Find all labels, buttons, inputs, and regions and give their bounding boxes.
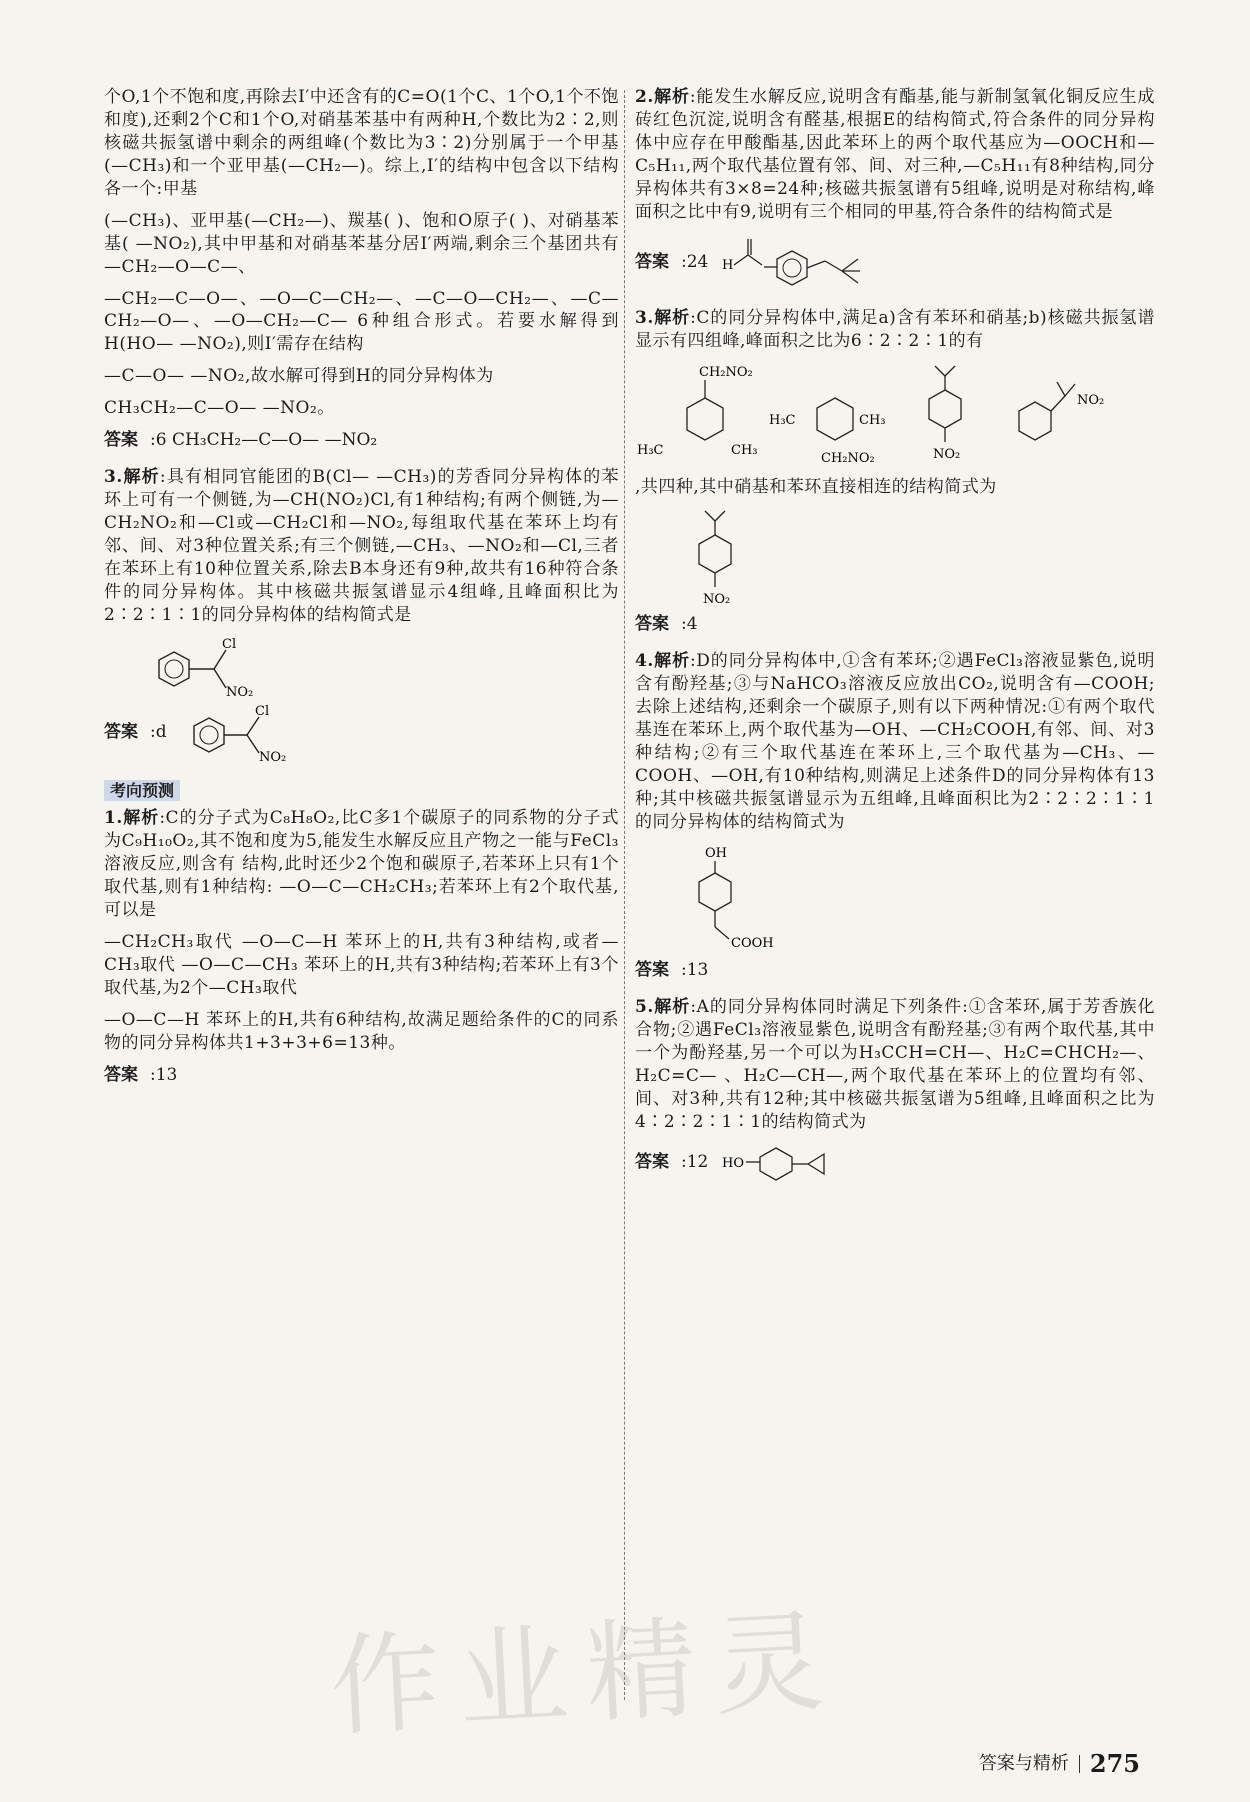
question-number: 3.	[635, 307, 654, 328]
answer-label: 答案	[104, 430, 138, 451]
isopropyl-nitrobenzene-structure	[665, 507, 785, 607]
question-number: 2.	[635, 87, 654, 107]
answer-label: 答案	[104, 722, 138, 743]
h-label: H	[722, 257, 734, 273]
no2-label: NO₂	[933, 446, 961, 462]
page-footer	[979, 1748, 1140, 1780]
answer-block-12	[635, 1142, 1155, 1182]
analysis-label: 解析	[122, 467, 160, 488]
question-number: 1.	[104, 808, 123, 829]
chloro-nitro-benzyl-structure	[134, 636, 294, 698]
question-5-text: :A的同分异构体同时满足下列条件:①含苯环,属于芳香族化合物;②遇FeCl₃溶液显紫色,说明含有酚羟基;③有两个取代基,其中一个为酚羟基,另一个可以为H₃CCH=CH—、H₂C=CHCH₂—、H₂C=C— 、H₂C—CH—,两个取代基在苯环上的位置均有邻、间、对3种,共有12种;其中核磁共振氢谱为5组峰,且峰面积之比为4∶2∶2∶1∶1的结构简式为	[635, 996, 1156, 1132]
question-5-analysis	[635, 996, 1155, 1134]
intro-paragraph-4: —C—O— —NO₂,故水解可得到H的同分异构体为	[104, 366, 494, 387]
answer-block-13-right	[635, 959, 1155, 982]
answer-block-4	[635, 613, 1155, 636]
answer-block-24	[635, 233, 1155, 293]
cl-label: Cl	[222, 636, 237, 652]
ch3-label: CH₃	[859, 412, 886, 428]
answer-label: 答案	[635, 959, 669, 980]
answer-text: :6 CH₃CH₂—C—O— —NO₂	[150, 430, 378, 451]
answer-block-6	[104, 429, 619, 452]
page-number: 275	[1089, 1749, 1140, 1778]
question-2-analysis	[635, 86, 1155, 224]
oh-label: OH	[705, 845, 727, 861]
cooh-label: COOH	[731, 935, 774, 951]
intro-paragraph-2: (—CH₃)、亚甲基(—CH₂—)、羰基( )、饱和O原子( )、对硝基苯基( —NO₂),其中甲基和对硝基苯基分居I′两端,剩余三个基团共有 —CH₂—O—C—、	[104, 210, 619, 277]
analysis-label: 解析	[653, 87, 690, 107]
ho-label: HO	[722, 1156, 745, 1172]
answer-block-13-left	[104, 1064, 619, 1087]
h3c-label: H₃C	[637, 442, 664, 458]
answer-text: :24	[681, 252, 709, 273]
question-4-text: :D的同分异构体中,①含有苯环;②遇FeCl₃溶液显紫色,说明含有酚羟基;③与NaHCO₃溶液反应放出CO₂,说明含有—COOH;去除上述结构,还剩余一个碳原子,则有以下两种情况:①有两个取代基连在苯环上,两个取代基为—OH、—CH₂COOH,有邻、间、对3种结构;②有三个取代基连在苯环上,三个取代基为—CH₃、—COOH、—OH,有10种结构,则满足上述条件D的同分异构体有13种;其中核磁共振氢谱显示为五组峰,且峰面积比为2∶2∶2∶1∶1的同分异构体的结构简式为	[635, 651, 1156, 832]
answer-text: :d	[150, 722, 167, 743]
question-number: 5.	[635, 996, 654, 1017]
question-number: 4.	[635, 651, 654, 672]
analysis-label: 解析	[653, 307, 691, 328]
column-divider	[624, 90, 625, 1700]
question-2-text: :能发生水解反应,说明含有酯基,能与新制氢氧化铜反应生成砖红色沉淀,说明含有醛基,根据E的结构简式,符合条件的同分异构体中应存在甲酸酯基,因此苯环上的两个取代基应为—OOCH和—C₅H₁₁,两个取代基位置有邻、间、对三种,—C₅H₁₁有8种结构,同分异构体共有3×8=24种;核磁共振氢谱有5组峰,说明是对称结构,峰面积之比中有9,说明有三个相同的甲基,符合条件的结构简式是	[635, 87, 1155, 222]
prediction-1-analysis	[104, 807, 619, 922]
no2-label: NO₂	[258, 749, 286, 762]
question-number: 3.	[104, 467, 123, 488]
no2-label: NO₂	[226, 684, 254, 698]
watermark: 作业精灵	[326, 1596, 845, 1752]
ch3-label: CH₃	[731, 442, 758, 458]
footer-section-label: 答案与精析	[978, 1753, 1069, 1775]
cl-label: Cl	[254, 703, 269, 719]
prediction-1-text-a: :C的分子式为C₈H₈O₂,比C多1个碳原子的同系物的分子式为C₉H₁₀O₂,其不饱和度为5,能发生水解反应且产物之一能与FeCl₃溶液反应,则含有 结构,此时还少2个饱和碳原子,若苯环上只有1个取代基,则有1种结构: —O—C—CH₂CH₃;若苯环上有2个取代基,可以是	[104, 808, 619, 921]
formate-ester-structure	[720, 233, 910, 293]
question-3-right-analysis	[635, 307, 1155, 353]
answer-label: 答案	[104, 1064, 138, 1085]
intro-paragraph-3: —CH₂—C—O—、—O—C—CH₂—、—C—O—CH₂—、—C—CH₂—O—、—O—CH₂—C— 6种组合形式。若要水解得到H(HO— —NO₂),则I′需存在结构	[104, 288, 619, 355]
answer-label: 答案	[635, 614, 669, 635]
answer-block-d	[104, 704, 619, 762]
question-4-analysis	[635, 650, 1155, 834]
answer-label: 答案	[635, 1151, 669, 1172]
question-3-text: :具有相同官能团的B(Cl— —CH₃)的芳香同分异构体的苯环上可有一个侧链,为—CH(NO₂)Cl,有1种结构;有两个侧链,为—CH₂NO₂和—Cl或—CH₂Cl和—NO₂,每组取代基在苯环上均有邻、间、对3种位置关系;有三个侧链,—CH₃、—NO₂和—Cl,三者在苯环上有10种位置关系,除去B本身还有9种,故共有16种符合条件的同分异构体。其中核磁共振氢谱显示4组峰,且峰面积比为2∶2∶1∶1的同分异构体的结构简式是	[104, 467, 619, 625]
question-3-analysis	[104, 466, 619, 627]
left-column	[104, 86, 619, 1101]
hydroxyphenylacetic-acid-structure	[665, 843, 805, 953]
answer-text: :4	[681, 614, 698, 635]
cyclopropyl-phenol-structure	[720, 1142, 870, 1182]
ch2no2-label: CH₂NO₂	[821, 450, 875, 466]
section-title-prediction: 考向预测	[104, 780, 180, 802]
analysis-label: 解析	[653, 996, 691, 1017]
question-3-right-text-2: ,共四种,其中硝基和苯环直接相连的结构简式为	[635, 476, 997, 497]
answer-text: :13	[681, 959, 709, 980]
prediction-1-text-b: —CH₂CH₃取代 —O—C—H 苯环上的H,共有3种结构,或者—CH₃取代 —O—C—CH₃ 苯环上的H,共有3种结构;若苯环上有3个取代基,为2个—CH₃取代	[104, 931, 619, 998]
analysis-label: 解析	[122, 808, 160, 829]
footer-separator	[1079, 1755, 1080, 1773]
answer-label: 答案	[635, 252, 669, 273]
no2-label: NO₂	[703, 592, 731, 608]
question-3-right-text: :C的同分异构体中,满足a)含有苯环和硝基;b)核磁共振氢谱显示有四组峰,峰面积之比为6∶2∶2∶1的有	[635, 307, 1155, 351]
ch2no2-label: CH₂NO₂	[699, 364, 753, 380]
answer-chloro-nitro-structure	[179, 704, 319, 762]
intro-molecule-line: CH₃CH₂—C—O— —NO₂。	[104, 398, 335, 419]
prediction-1-text-c: —O—C—H 苯环上的H,共有6种结构,故满足题给条件的C的同系物的同分异构体共1+3+3+6=13种。	[104, 1009, 619, 1053]
analysis-label: 解析	[653, 651, 691, 672]
right-column	[635, 86, 1155, 1196]
answer-text: :12	[681, 1151, 709, 1172]
answer-text: :13	[150, 1064, 178, 1085]
intro-paragraph-1: 个O,1个不饱和度,再除去I′中还含有的C=O(1个C、1个O,1个不饱和度),还剩2个C和1个O,对硝基苯基中有两种H,个数比为2∶2,则核磁共振氢谱中剩余的两组峰(个数比为3∶2)分别属于一个甲基(—CH₃)和一个亚甲基(—CH₂—)。综上,I′的结构中包含以下结构各一个:甲基	[104, 87, 619, 199]
four-isomer-structures	[635, 362, 1135, 472]
no2-label: NO₂	[1077, 392, 1105, 408]
h3c-label: H₃C	[769, 412, 796, 428]
